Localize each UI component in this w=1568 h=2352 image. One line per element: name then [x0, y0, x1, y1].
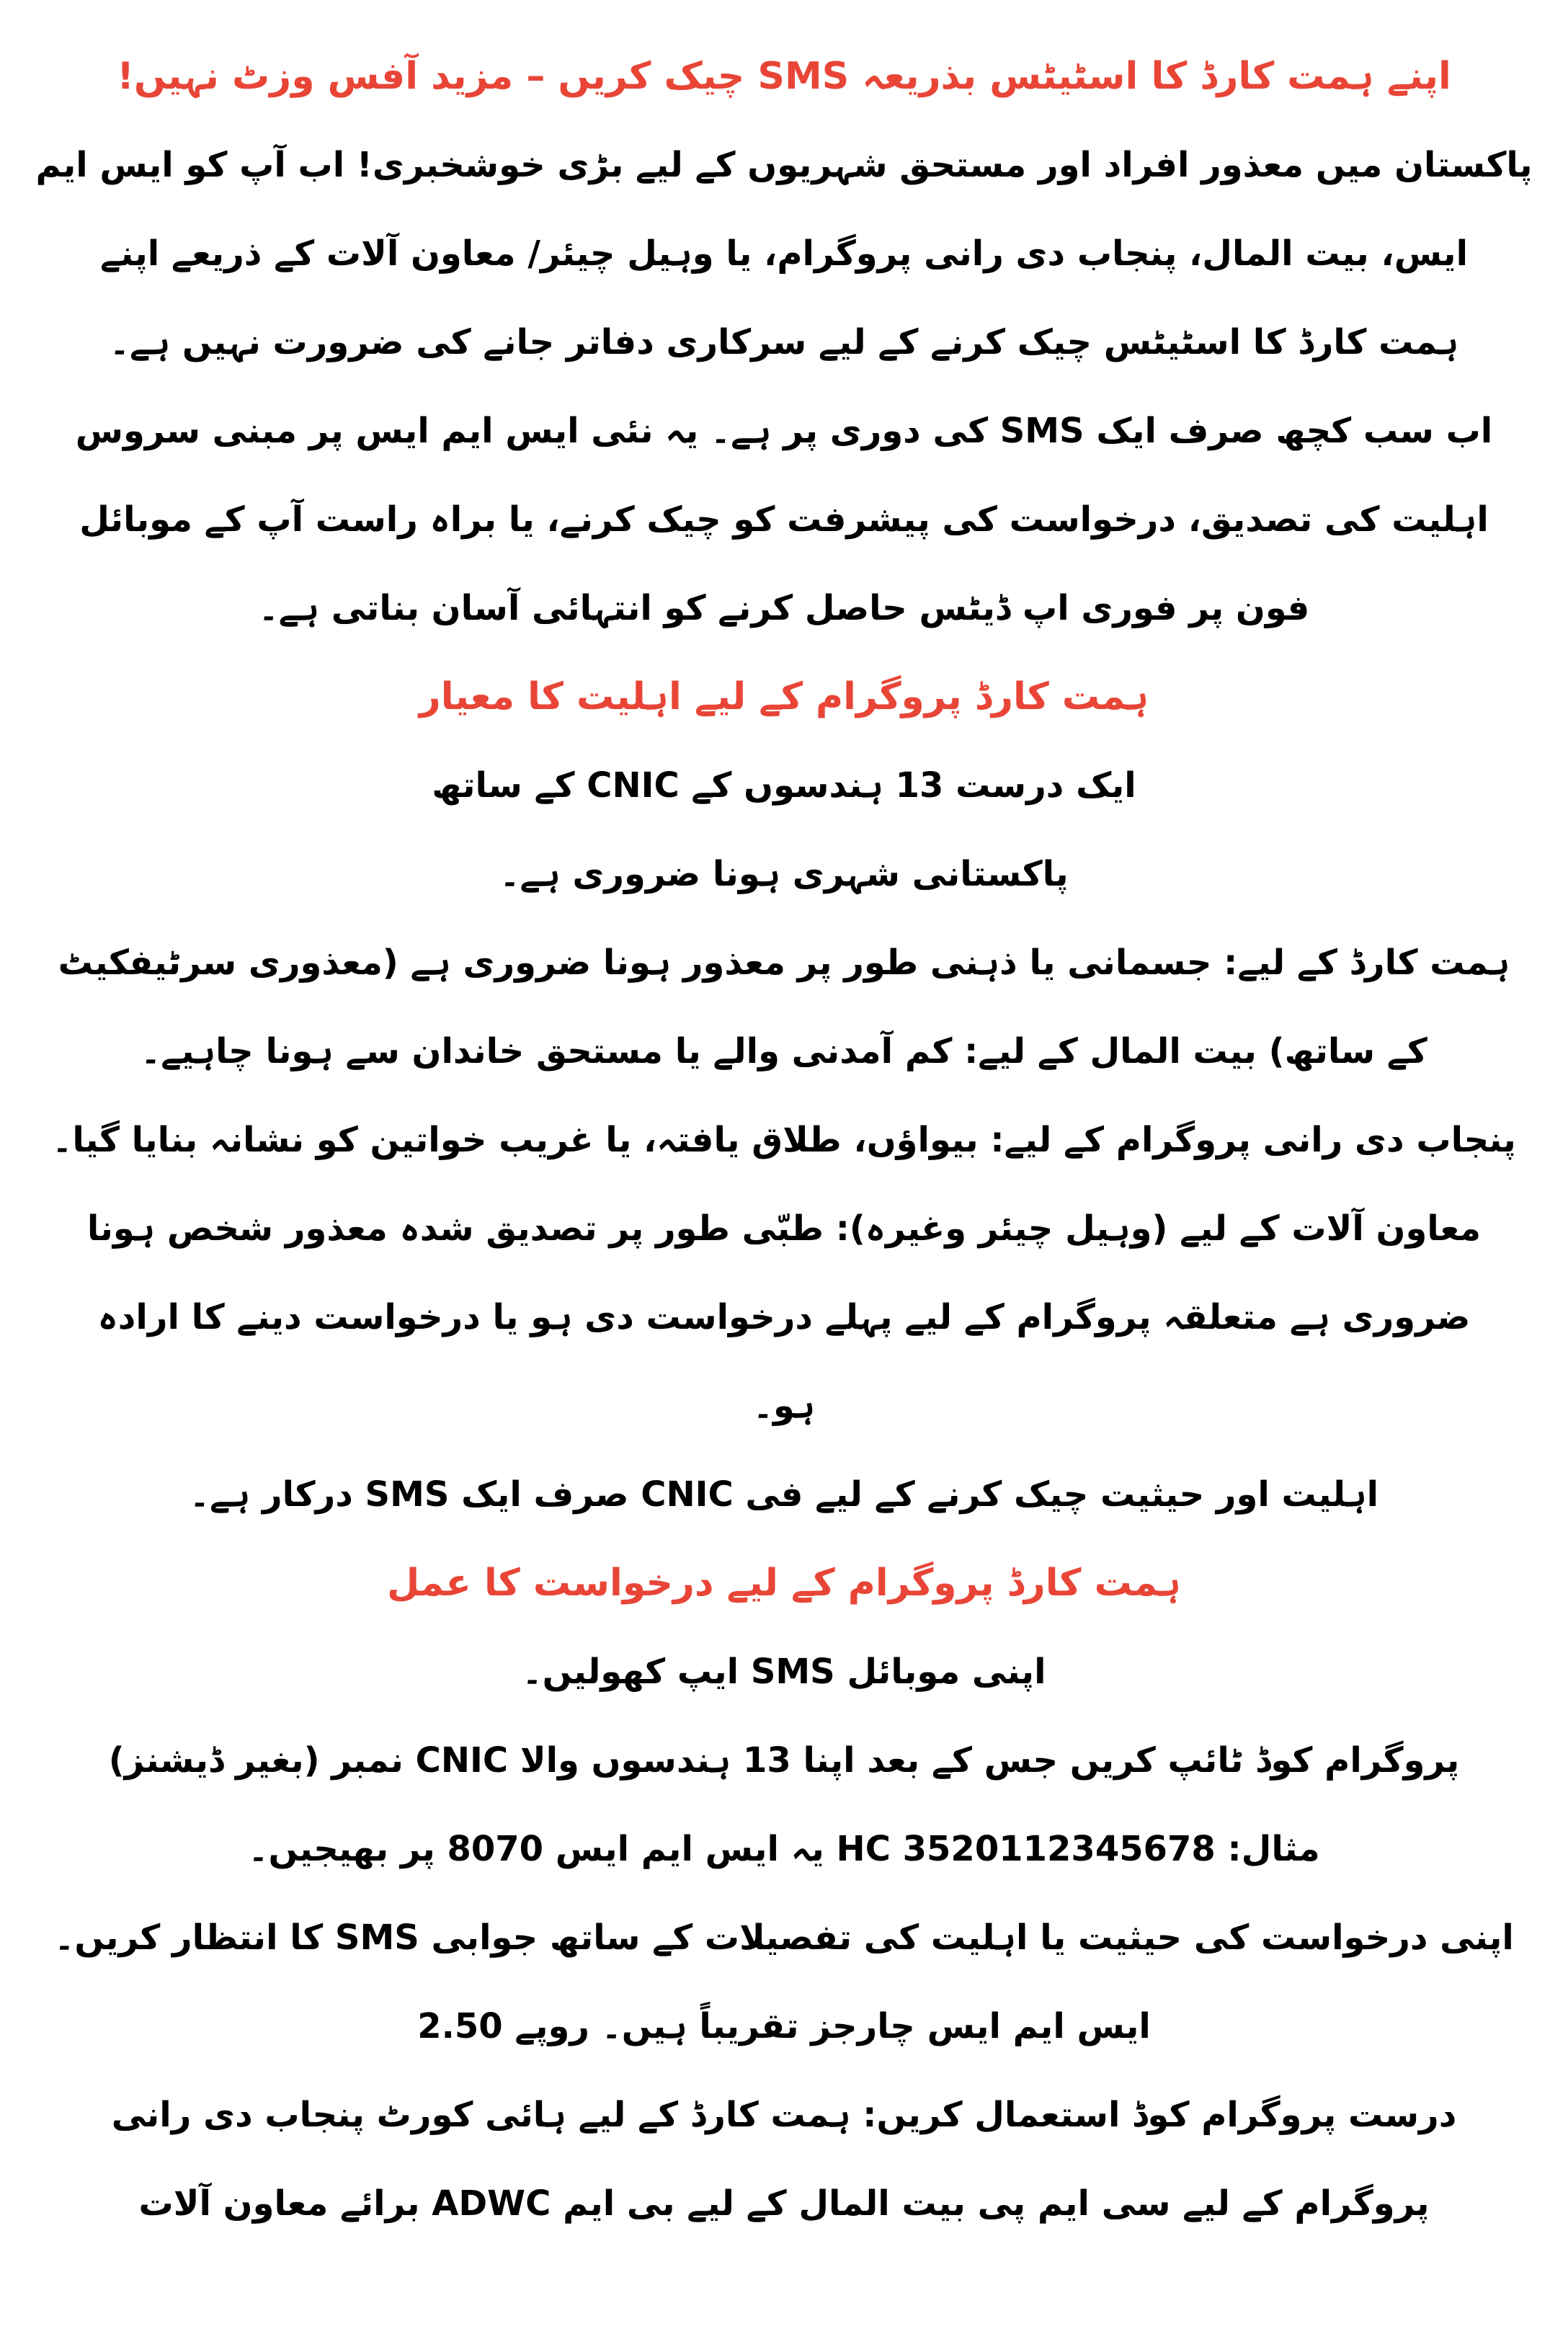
text-line: فون پر فوری اپ ڈیٹس حاصل کرنے کو انتہائی آسان بناتی ہے۔: [258, 587, 1310, 628]
section-heading: اپنے ہمت کارڈ کا اسٹیٹس بذریعہ SMS چیک کریں – مزید آفس وزٹ نہیں!: [117, 54, 1451, 98]
text-line: اب سب کچھ صرف ایک SMS کی دوری پر ہے۔ یہ نئی ایس ایم ایس پر مبنی سروس: [75, 410, 1493, 451]
text-line: درست پروگرام کوڈ استعمال کریں: ہمت کارڈ کے لیے ہائی کورٹ پنجاب دی رانی: [111, 2094, 1457, 2135]
section-heading: ہمت کارڈ پروگرام کے لیے اہلیت کا معیار: [419, 674, 1149, 718]
text-line: مثال: HC 3520112345678 یہ ایس ایم ایس 8070 پر بھیجیں۔: [248, 1828, 1320, 1869]
text-line: ہمت کارڈ کے لیے: جسمانی یا ذہنی طور پر معذور ہونا ضروری ہے (معذوری سرٹیفکیٹ: [58, 942, 1510, 983]
text-line: اپنی درخواست کی حیثیت یا اہلیت کی تفصیلات کے ساتھ جوابی SMS کا انتظار کریں۔: [54, 1917, 1514, 1958]
text-line: اہلیت اور حیثیت چیک کرنے کے لیے فی CNIC صرف ایک SMS درکار ہے۔: [189, 1474, 1379, 1515]
text-line: ہمت کارڈ کا اسٹیٹس چیک کرنے کے لیے سرکاری دفاتر جانے کی ضرورت نہیں ہے۔: [109, 321, 1459, 362]
text-line: اپنی موبائل SMS ایپ کھولیں۔: [522, 1651, 1046, 1692]
text-line: ہو۔: [752, 1385, 816, 1426]
text-line: معاون آلات کے لیے (وہیل چیئر وغیرہ): طبّی طور پر تصدیق شدہ معذور شخص ہونا: [86, 1208, 1482, 1249]
text-line: ایک درست 13 ہندسوں کے CNIC کے ساتھ: [432, 765, 1136, 806]
text-line: اہلیت کی تصدیق، درخواست کی پیشرفت کو چیک کرنے، یا براہ راست آپ کے موبائل: [79, 499, 1489, 540]
text-line: پروگرام کوڈ ٹائپ کریں جس کے بعد اپنا 13 ہندسوں والا CNIC نمبر (بغیر ڈیشنز): [108, 1740, 1460, 1781]
text-line: پاکستانی شہری ہونا ضروری ہے۔: [499, 853, 1069, 894]
text-line: کے ساتھ) بیت المال کے لیے: کم آمدنی والے یا مستحق خاندان سے ہونا چاہیے۔: [141, 1030, 1427, 1072]
text-line: ایس، بیت المال، پنجاب دی رانی پروگرام، یا وہیل چیئر/ معاون آلات کے ذریعے اپنے: [99, 233, 1469, 274]
section-heading: ہمت کارڈ پروگرام کے لیے درخواست کا عمل: [387, 1561, 1181, 1605]
text-line: پاکستان میں معذور افراد اور مستحق شہریوں کے لیے بڑی خوشخبری! اب آپ کو ایس ایم: [35, 144, 1533, 185]
text-line: پنجاب دی رانی پروگرام کے لیے: بیواؤں، طلاق یافتہ، یا غریب خواتین کو نشانہ بنایا گیا۔: [52, 1119, 1516, 1160]
document-lines: [0, 32, 1568, 2248]
text-line: ایس ایم ایس چارجز تقریباً ہیں۔ روپے 2.50: [417, 2005, 1151, 2046]
text-line: ضروری ہے متعلقہ پروگرام کے لیے پہلے درخواست دی ہو یا درخواست دینے کا ارادہ: [97, 1296, 1471, 1337]
text-line: پروگرام کے لیے سی ایم پی بیت المال کے لیے بی ایم ADWC برائے معاون آلات: [138, 2183, 1430, 2224]
